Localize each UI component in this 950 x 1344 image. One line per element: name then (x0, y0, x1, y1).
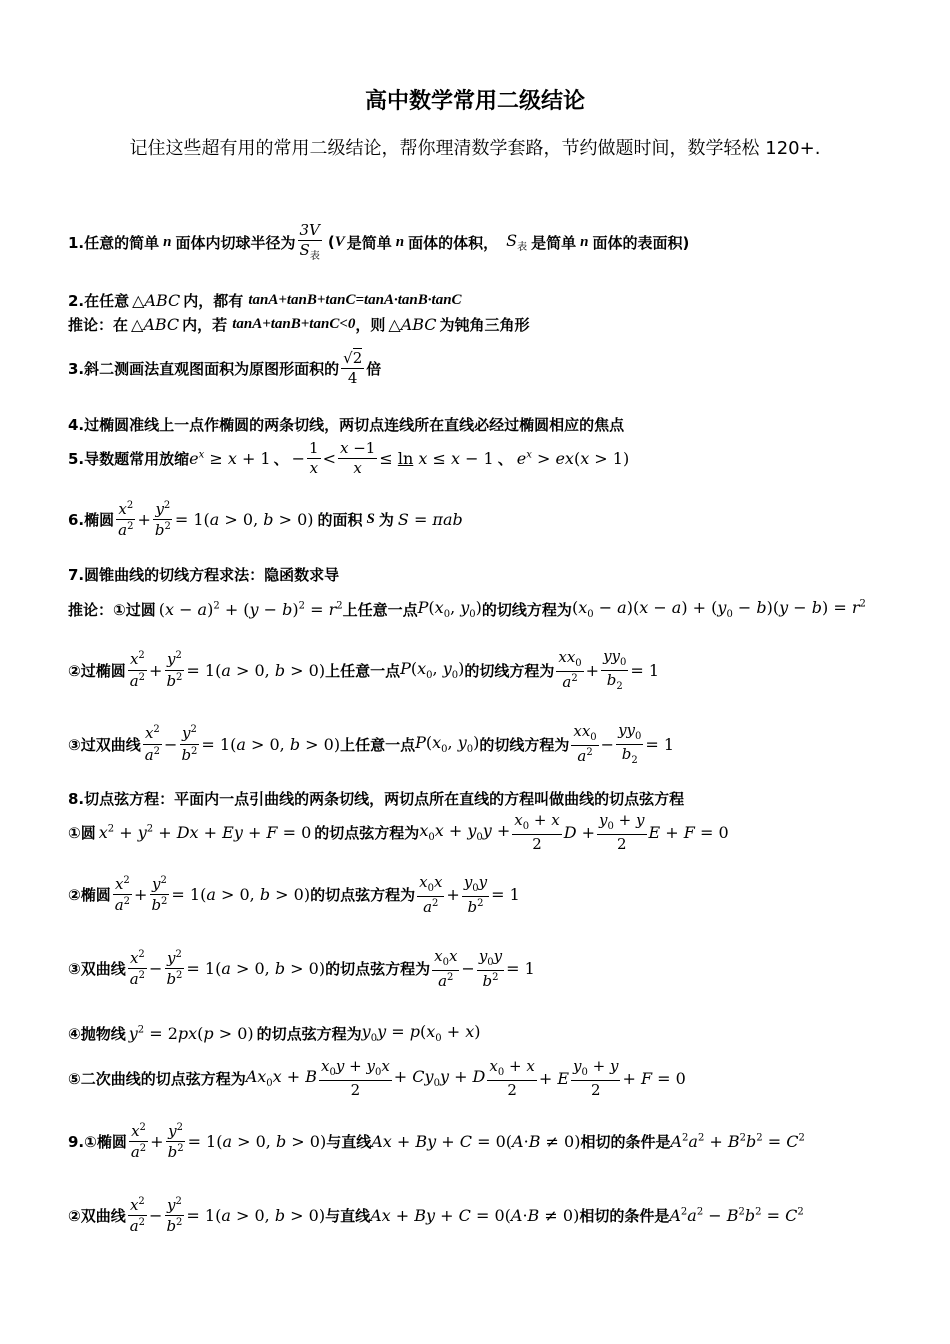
conclusion-8-hyperbola: ③双曲线 $\frac{x^2}{a^2}$ − $\frac{y^2}{b^2}$ = 1(a > 0, b > 0) 的切点弦方程为 $\frac{x_0x}{a^2}$ − $\frac{y_0y}{b^2}$ = 1 (68, 947, 535, 990)
conclusion-8-conic: ⑤二次曲线的切点弦方程为 $Ax_0x + B$ $\frac{x_0y + y_0x}{2}$ + $Cy_0y + D$ $\frac{x_0 + x}{2}$ + E $\frac{y_0 + y}{2}$ + F = 0 (68, 1057, 686, 1099)
conclusion-7: 7.圆锥曲线的切线方程求法：隐函数求导 (68, 566, 340, 584)
conclusion-3: 3.斜二测画法直观图面积为原图形面积的 $\frac{√2}{4}$ 倍 (68, 349, 382, 388)
fraction-sqrt2-over-4: $\frac{√2}{4}$ (343, 349, 363, 388)
conclusion-9-hyperbola: ②双曲线 $\frac{x^2}{a^2}$ − $\frac{y^2}{b^2}$ = 1(a > 0, b > 0) 与直线 Ax + By + C = 0(A·B ≠ 0) 相切的条件是 $A^2a^2 - B^2b^2 = C^2$ (68, 1196, 804, 1236)
conclusion-4: 4.过椭圆准线上一点作椭圆的两条切线，两切点连线所在直线必经过椭圆相应的焦点 (68, 416, 625, 434)
conclusion-9-ellipse: 9.①椭圆 $\frac{x^2}{a^2}$ + $\frac{y^2}{b^2}$ = 1(a > 0, b > 0) 与直线 Ax + By + C = 0(A·B ≠ 0) 相切的条件是 $A^2a^2 + B^2b^2 = C^2$ (68, 1122, 805, 1162)
fraction-3v-over-s: $\frac{3V}{S_表}$ (299, 221, 320, 263)
conclusion-7-circle: 推论：①过圆 $(x - a)^2 + (y - b)^2 = r^2$ 上任意一点 $P(x_0$, $y_0$) 的切线方程为 $(x_0 - a)(x - a) + (y_0 - b)(y - b) = r^2$ (68, 598, 866, 621)
conclusion-8: 8.切点弦方程：平面内一点引曲线的两条切线，两切点所在直线的方程叫做曲线的切点弦方程 (68, 790, 685, 808)
conclusion-7-ellipse: ②过椭圆 $\frac{x^2}{a^2}$ + $\frac{y^2}{b^2}$ = 1(a > 0, b > 0) 上任意一点 $P(x_0$, $y_0$) 的切线方程为 $\frac{xx_0}{a^2}$ + $\frac{yy_0}{b_2}$ = 1 (68, 647, 660, 692)
conclusion-1: 1.任意的简单 n 面体内切球半径为 $\frac{3V}{S_表}$ ( V 是简单 n 面体的体积， $S_表$ 是简单 n 面体的表面积) (68, 221, 690, 263)
conclusion-8-ellipse: ②椭圆 $\frac{x^2}{a^2}$ + $\frac{y^2}{b^2}$ = 1(a > 0, b > 0) 的切点弦方程为 $\frac{x_0x}{a^2}$ + $\frac{y_0y}{b^2}$ = 1 (68, 873, 520, 916)
conclusion-5: 5.导数题常用放缩 $e^x \ge x + 1$ 、 − $\frac{1}{x}$ < $\frac{x -1}{x}$ ≤ ln x ≤ x − 1 、 $e^x > ex(x > 1)$ (68, 439, 630, 478)
conclusion-8-circle: ①圆 $x^2 + y^2 + Dx + Ey + F = 0$ 的切点弦方程为 $x_0x + y_0y$ + $\frac{x_0 + x}{2}$ D + $\frac{y_0 + y}{2}$ E + F = 0 (68, 811, 729, 853)
conclusion-6: 6.椭圆 $\frac{x^2}{a^2}$ + $\frac{y^2}{b^2}$ = 1(a > 0, b > 0) 的面积 S 为 S = πab (68, 500, 463, 540)
conclusion-7-hyperbola: ③过双曲线 $\frac{x^2}{a^2}$ − $\frac{y^2}{b^2}$ = 1(a > 0, b > 0) 上任意一点 $P(x_0$, $y_0$) 的切线方程为 $\frac{xx_0}{a^2}$ − $\frac{yy_0}{b_2}$ = 1 (68, 721, 675, 766)
conclusion-2-corollary: 推论：在 △ABC 内，若 tanA+tanB+tanC<0 ，则 △ABC 为钝角三角形 (68, 315, 530, 334)
page-title: 高中数学常用二级结论 (364, 89, 585, 114)
conclusion-8-parabola: ④抛物线 $y^2 = 2px(p > 0)$ 的切点弦方程为 $y_0y = p(x_0 + x)$ (68, 1022, 481, 1045)
page-subtitle: 记住这些超有用的常用二级结论，帮你理清数学套路，节约做题时间，数学轻松 120+. (129, 138, 821, 159)
conclusion-2: 2.在任意 △ABC 内，都有 tanA+tanB+tanC=tanA·tanB·tanC (68, 291, 462, 310)
